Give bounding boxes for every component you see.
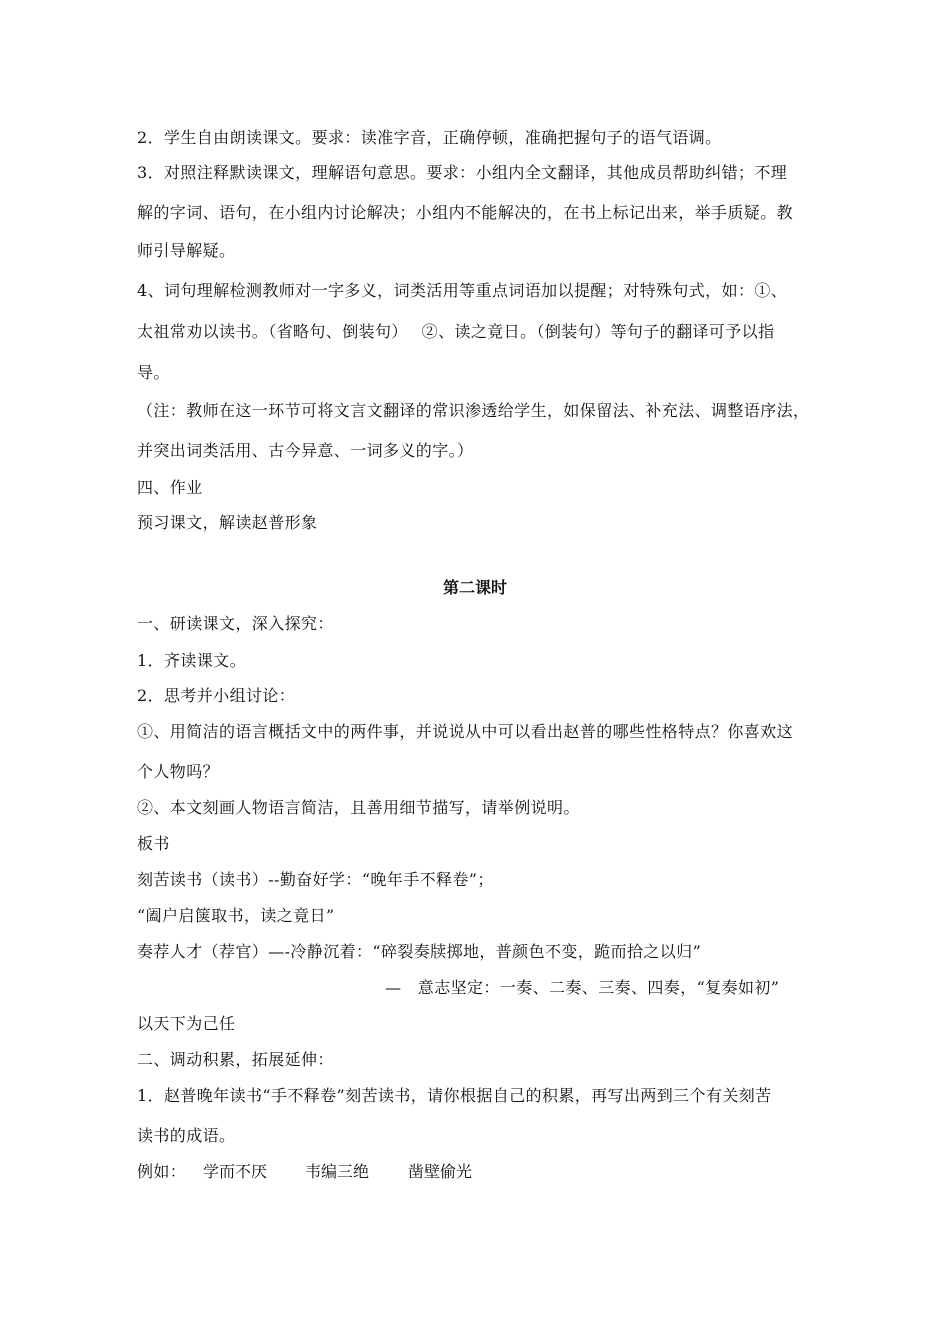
blackboard-label: 板书 (137, 834, 170, 853)
blackboard-line: 以天下为己任 (137, 1014, 236, 1033)
paragraph-line: 2．学生自由朗读课文。要求：读准字音，正确停顿，准确把握句子的语气语调。 (137, 128, 722, 147)
question-line: ②、本文刻画人物语言简洁，且善用细节描写，请举例说明。 (137, 798, 580, 817)
example-idiom: 学而不厌 (203, 1162, 268, 1181)
example-label: 例如： (137, 1162, 187, 1181)
paragraph-line: 预习课文，解读赵普形象 (137, 513, 318, 532)
section-heading: 四、作业 (137, 478, 203, 497)
question-line: ①、用简洁的语言概括文中的两件事，并说说从中可以看出赵普的哪些性格特点？你喜欢这 (137, 722, 794, 741)
blackboard-line: 刻苦读书（读书）--勤奋好学：“晚年手不释卷”； (137, 870, 494, 889)
section-heading: 一、研读课文，深入探究： (137, 614, 334, 633)
question-line: 个人物吗？ (137, 762, 220, 781)
paragraph-line: 4、词句理解检测教师对一字多义，词类活用等重点词语加以提醒；对特殊句式，如：①、 (137, 281, 788, 300)
blackboard-line: — 意志坚定：一奏、二奏、三奏、四奏，“复奏如初” (385, 978, 780, 997)
paragraph-line: 2．思考并小组讨论： (137, 686, 296, 705)
question-line: 读书的成语。 (137, 1126, 236, 1145)
blackboard-line: “阖户启箧取书，读之竟日” (137, 906, 335, 925)
lesson-title: 第二课时 (442, 578, 507, 597)
paragraph-line: 1．齐读课文。 (137, 651, 246, 670)
blackboard-line: 奏荐人才（荐官）—-冷静沉着：“碎裂奏牍掷地，普颜色不变，跪而拾之以归” (137, 942, 702, 961)
paragraph-line: 太祖常劝以读书。（省略句、倒装句） ②、读之竟日。（倒装句）等句子的翻译可予以指 (137, 322, 775, 341)
note-line: 并突出词类活用、古今异意、一词多义的字。） (137, 441, 474, 460)
section-heading: 二、调动积累，拓展延伸： (137, 1050, 334, 1069)
note-line: （注：教师在这一环节可将文言文翻译的常识渗透给学生，如保留法、补充法、调整语序法， (137, 401, 810, 420)
paragraph-line: 导。 (137, 363, 170, 382)
question-line: 1．赵普晚年读书“手不释卷”刻苦读书，请你根据自己的积累，再写出两到三个有关刻苦 (137, 1086, 772, 1105)
paragraph-line: 师引导解疑。 (137, 241, 236, 260)
example-idiom: 凿壁偷光 (408, 1162, 473, 1181)
paragraph-line: 解的字词、语句，在小组内讨论解决；小组内不能解决的，在书上标记出来，举手质疑。教 (137, 203, 794, 222)
example-idiom: 韦编三绝 (305, 1162, 370, 1181)
paragraph-line: 3．对照注释默读课文，理解语句意思。要求：小组内全文翻译，其他成员帮助纠错；不理 (137, 163, 788, 182)
